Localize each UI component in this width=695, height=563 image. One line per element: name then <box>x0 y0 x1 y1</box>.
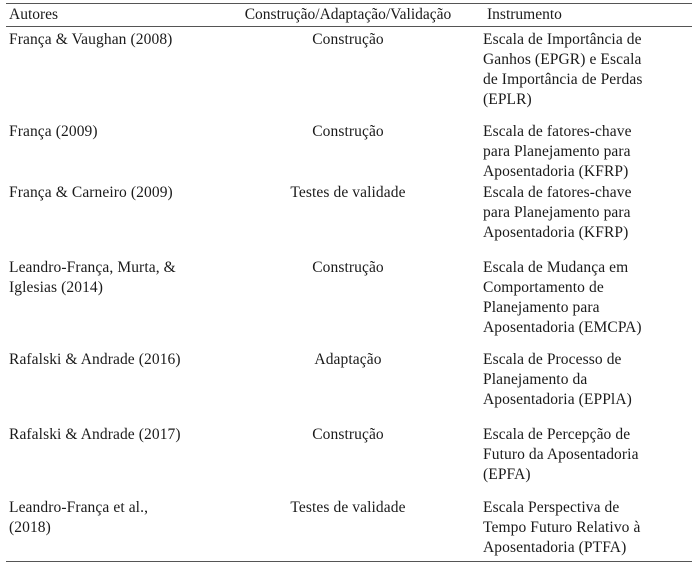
row-instrument: Escala de fatores-chave para Planejamento para Aposentadoria (KFRP) <box>483 123 632 180</box>
row-instrument: Escala de Percepção de Futuro da Aposentadoria (EPFA) <box>483 426 639 483</box>
row-authors: Leandro-França, Murta, & Iglesias (2014) <box>9 259 176 296</box>
row-authors: Rafalski & Andrade (2016) <box>9 351 181 368</box>
row-instrument: Escala Perspectiva de Tempo Futuro Relativo à Aposentadoria (PTFA) <box>483 499 641 556</box>
row-instrument: Escala de Importância de Ganhos (EPGR) e Escala de Importância de Perdas (EPLR) <box>483 31 643 108</box>
row-authors: Rafalski & Andrade (2017) <box>9 426 181 443</box>
row-instrument: Escala de Processo de Planejamento da Aposentadoria (EPPlA) <box>483 351 632 408</box>
row-type: Testes de validade <box>290 499 406 516</box>
header-authors: Autores <box>9 6 59 23</box>
table-bottom-rule <box>6 561 692 562</box>
row-authors: França (2009) <box>9 123 98 140</box>
row-type: Testes de validade <box>290 184 406 201</box>
row-type: Construção <box>312 31 384 48</box>
row-type: Construção <box>312 259 384 276</box>
row-authors: Leandro-França et al., (2018) <box>9 499 149 536</box>
row-instrument: Escala de fatores-chave para Planejamento para Aposentadoria (KFRP) <box>483 184 632 241</box>
header-bottom-rule <box>6 26 692 27</box>
row-instrument: Escala de Mudança em Comportamento de Planejamento para Aposentadoria (EMCPA) <box>483 259 642 336</box>
table-top-rule <box>6 3 692 4</box>
row-type: Construção <box>312 123 384 140</box>
row-authors: França & Vaughan (2008) <box>9 31 173 48</box>
row-authors: França & Carneiro (2009) <box>9 184 173 201</box>
row-type: Construção <box>312 426 384 443</box>
header-instrument: Instrumento <box>487 6 562 23</box>
header-type: Construção/Adaptação/Validação <box>244 6 452 23</box>
row-type: Adaptação <box>314 351 382 368</box>
